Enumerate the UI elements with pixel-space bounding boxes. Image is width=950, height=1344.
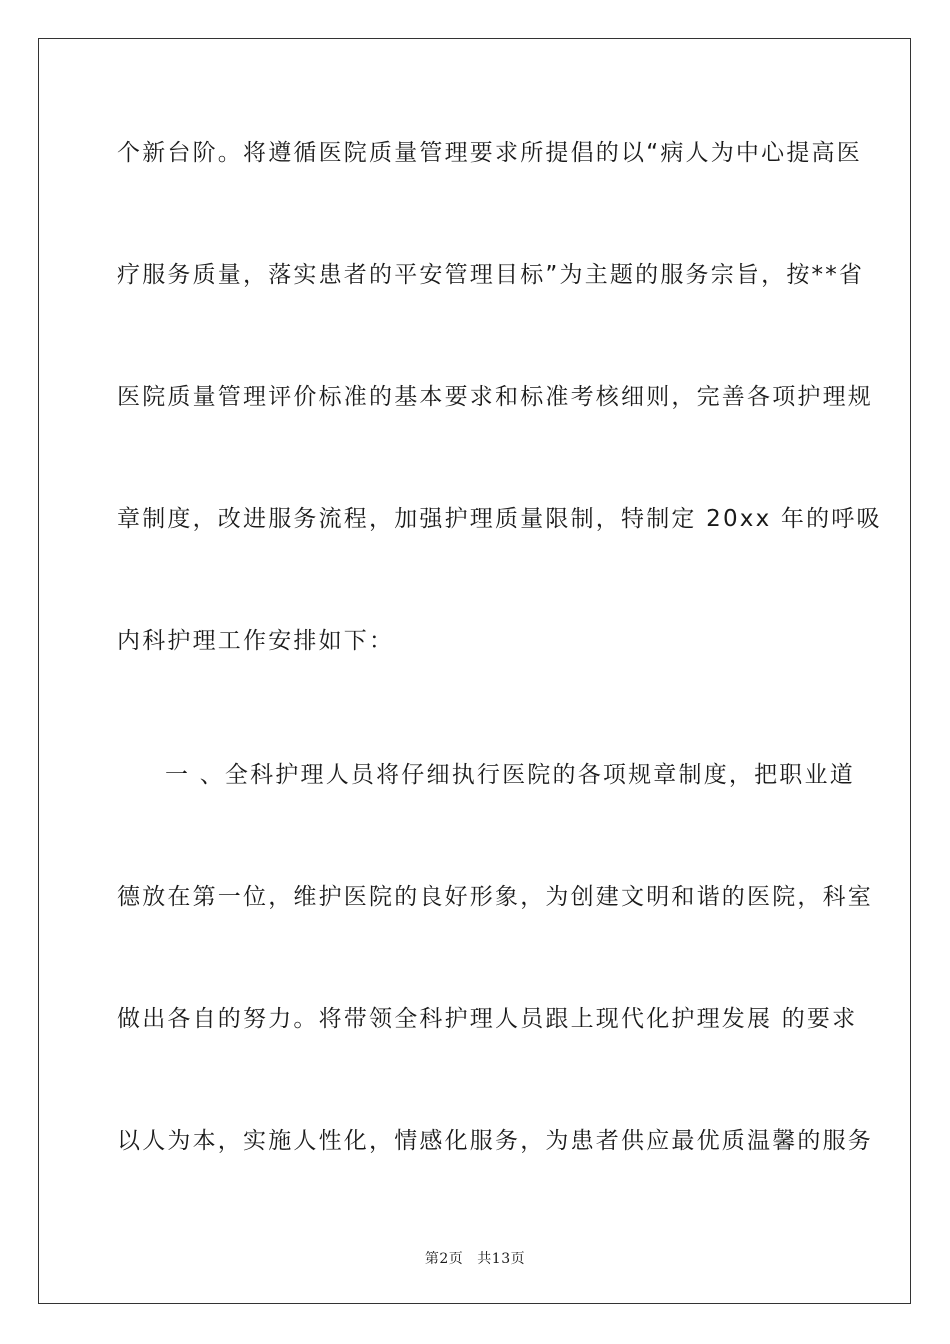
paragraph-line: 医院质量管理评价标准的基本要求和标准考核细则，完善各项护理规 — [117, 384, 873, 410]
paragraph-line: 一 、全科护理人员将仔细执行医院的各项规章制度，把职业道 — [165, 762, 855, 788]
paragraph-line: 章制度，改进服务流程，加强护理质量限制，特制定 20xx 年的呼吸 — [117, 506, 882, 532]
paragraph-line: 德放在第一位，维护医院的良好形象，为创建文明和谐的医院，科室 — [117, 884, 873, 910]
paragraph-line: 内科护理工作安排如下： — [117, 628, 395, 654]
paragraph-line: 做出各自的努力。将带领全科护理人员跟上现代化护理发展 的要求 — [117, 1006, 858, 1032]
page-total: 共13页 — [477, 1251, 526, 1267]
paragraph-line: 以人为本，实施人性化，情感化服务，为患者供应最优质温馨的服务 — [117, 1128, 873, 1154]
paragraph-line: 疗服务质量，落实患者的平安管理目标”为主题的服务宗旨，按**省 — [117, 262, 865, 288]
page-border — [38, 38, 911, 1304]
paragraph-line: 个新台阶。将遵循医院质量管理要求所提倡的以“病人为中心提高医 — [117, 140, 862, 166]
page-number: 第2页 — [424, 1251, 464, 1267]
page-footer — [0, 1248, 950, 1268]
